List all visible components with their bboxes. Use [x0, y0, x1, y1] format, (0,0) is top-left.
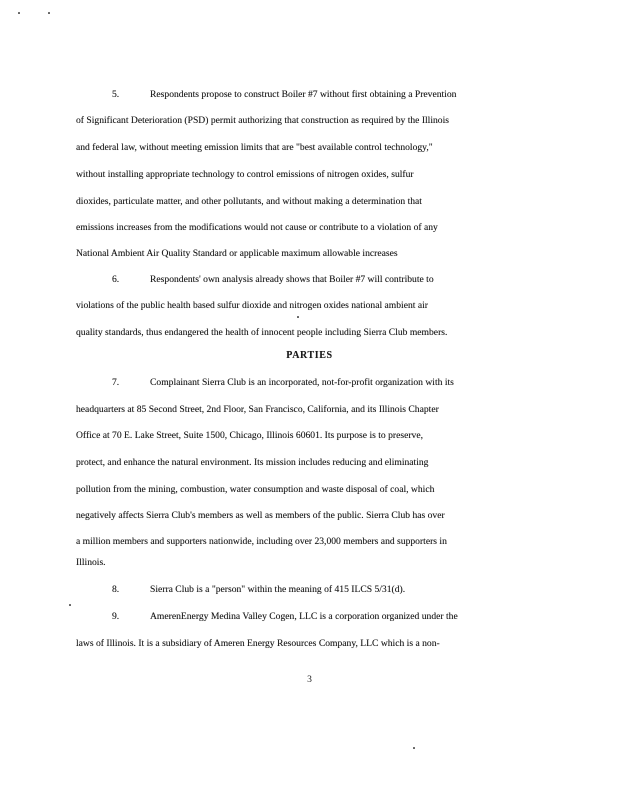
paragraph-6-line-3: quality standards, thus endangered the health of innocent people including Sierra Club members. [76, 327, 448, 338]
paragraph-8-line-1 [76, 584, 516, 596]
paragraph-number: 9. [112, 611, 120, 622]
paragraph-text: Sierra Club is a "person" within the meaning of 415 ILCS 5/31(d). [150, 584, 406, 595]
scan-speck [69, 604, 71, 606]
paragraph-9-line-2: laws of Illinois. It is a subsidiary of Ameren Energy Resources Company, LLC which is a non- [76, 638, 440, 649]
paragraph-7-line-3: Office at 70 E. Lake Street, Suite 1500, Chicago, Illinois 60601. Its purpose is to preserve, [76, 430, 423, 441]
paragraph-text: Complainant Sierra Club is an incorporated, not-for-profit organization with its [150, 377, 454, 388]
paragraph-5-line-2: of Significant Deterioration (PSD) permit authorizing that construction as required by the Illinois [76, 115, 450, 126]
paragraph-5-line-6: emissions increases from the modifications would not cause or contribute to a violation of any [76, 222, 438, 233]
page-number: 3 [307, 674, 312, 685]
paragraph-7-line-6: negatively affects Sierra Club's members as well as members of the public. Sierra Club has over [76, 510, 445, 521]
paragraph-6-line-2: violations of the public health based sulfur dioxide and nitrogen oxides national ambient air [76, 300, 428, 311]
paragraph-text: Respondents' own analysis already shows that Boiler #7 will contribute to [150, 274, 434, 285]
paragraph-7-line-1 [76, 377, 516, 389]
paragraph-number: 5. [112, 89, 120, 100]
scan-speck [18, 12, 20, 14]
paragraph-7-line-8: Illinois. [76, 557, 106, 568]
paragraph-number: 6. [112, 274, 120, 285]
paragraph-5-line-7: National Ambient Air Quality Standard or applicable maximum allowable increases [76, 248, 398, 259]
paragraph-7-line-2: headquarters at 85 Second Street, 2nd Floor, San Francisco, California, and its Illinois Chapter [76, 404, 439, 415]
scan-speck [297, 316, 299, 318]
paragraph-9-line-1 [76, 611, 516, 623]
scan-speck [413, 747, 415, 749]
paragraph-text: Respondents propose to construct Boiler #7 without first obtaining a Prevention [150, 89, 457, 100]
paragraph-number: 7. [112, 377, 120, 388]
paragraph-5-line-3: and federal law, without meeting emission limits that are "best available control technology," [76, 142, 433, 153]
paragraph-7-line-7: a million members and supporters nationwide, including over 23,000 members and supporters in [76, 536, 447, 547]
paragraph-7-line-4: protect, and enhance the natural environment. Its mission includes reducing and eliminating [76, 457, 429, 468]
paragraph-6-line-1 [76, 274, 516, 286]
paragraph-text: AmerenEnergy Medina Valley Cogen, LLC is a corporation organized under the [150, 611, 458, 622]
paragraph-5-line-5: dioxides, particulate matter, and other pollutants, and without making a determination that [76, 196, 422, 207]
paragraph-number: 8. [112, 584, 120, 595]
section-heading-parties: PARTIES [286, 350, 333, 361]
paragraph-7-line-5: pollution from the mining, combustion, water consumption and waste disposal of coal, which [76, 484, 435, 495]
paragraph-5-line-4: without installing appropriate technology to control emissions of nitrogen oxides, sulfur [76, 169, 414, 180]
paragraph-5-line-1 [76, 89, 516, 101]
scan-speck [48, 12, 50, 14]
